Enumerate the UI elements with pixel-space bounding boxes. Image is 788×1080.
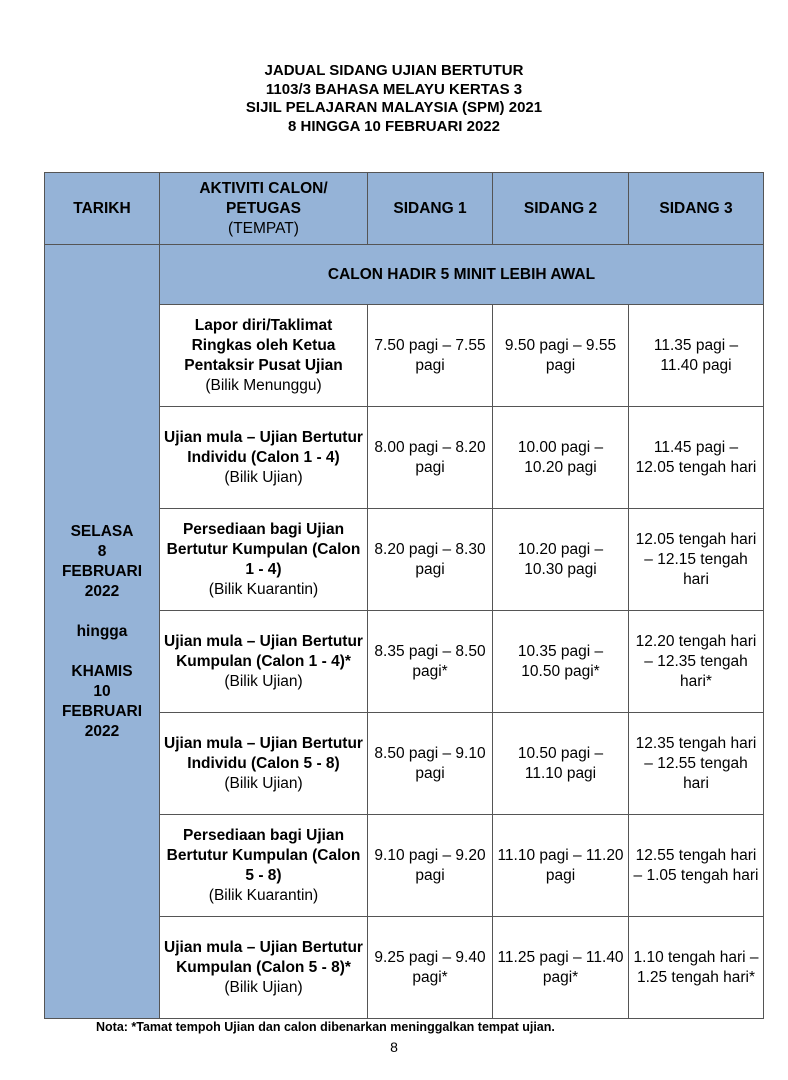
activity-text: Ujian mula – Ujian Bertutur Kumpulan (Calon 1 - 4)*: [164, 632, 363, 670]
place-text: (Bilik Ujian): [224, 672, 303, 690]
activity-cell: [160, 713, 368, 815]
sidang1-cell: 8.50 pagi – 9.10 pagi: [368, 713, 493, 815]
sidang3-cell: 12.05 tengah hari – 12.15 tengah hari: [629, 509, 764, 611]
header-aktiviti: [160, 173, 368, 245]
sidang3-cell: 12.35 tengah hari – 12.55 tengah hari: [629, 713, 764, 815]
banner-cell: CALON HADIR 5 MINIT LEBIH AWAL: [160, 245, 764, 305]
activity-cell: [160, 305, 368, 407]
sidang3-cell: 11.35 pagi – 11.40 pagi: [629, 305, 764, 407]
header-sidang-1: SIDANG 1: [368, 173, 493, 245]
sidang2-cell: 11.25 pagi – 11.40 pagi*: [493, 917, 629, 1019]
sidang1-cell: 8.35 pagi – 8.50 pagi*: [368, 611, 493, 713]
title-line-3: SIJIL PELAJARAN MALAYSIA (SPM) 2021: [245, 99, 543, 116]
header-sidang-3: SIDANG 3: [629, 173, 764, 245]
sidang1-cell: 7.50 pagi – 7.55 pagi: [368, 305, 493, 407]
place-text: (Bilik Ujian): [224, 978, 303, 996]
sidang3-cell: 11.45 pagi – 12.05 tengah hari: [629, 407, 764, 509]
sidang2-cell: 10.50 pagi – 11.10 pagi: [493, 713, 629, 815]
date-num-start: 8: [97, 542, 107, 560]
date-cell: [45, 245, 160, 1019]
activity-text: Ujian mula – Ujian Bertutur Individu (Calon 1 - 4): [164, 428, 363, 466]
sidang3-cell: 1.10 tengah hari – 1.25 tengah hari*: [629, 917, 764, 1019]
table-header-row: [45, 173, 764, 245]
activity-cell: [160, 611, 368, 713]
activity-text: Ujian mula – Ujian Bertutur Kumpulan (Calon 5 - 8)*: [164, 938, 363, 976]
date-month-start: FEBRUARI: [61, 562, 143, 580]
date-day-start: SELASA: [70, 522, 134, 540]
title-line-4: 8 HINGGA 10 FEBRUARI 2022: [287, 117, 500, 135]
title-line-1: JADUAL SIDANG UJIAN BERTUTUR: [264, 62, 524, 79]
place-text: (Bilik Menunggu): [205, 376, 322, 394]
sidang2-cell: 10.00 pagi – 10.20 pagi: [493, 407, 629, 509]
date-year-start: 2022: [84, 582, 120, 600]
sidang1-cell: 9.10 pagi – 9.20 pagi: [368, 815, 493, 917]
sidang1-cell: 9.25 pagi – 9.40 pagi*: [368, 917, 493, 1019]
header-tarikh: TARIKH: [45, 173, 160, 245]
activity-cell: [160, 815, 368, 917]
date-hingga: hingga: [76, 622, 128, 640]
document-title: [0, 62, 788, 136]
place-text: (Bilik Kuarantin): [208, 886, 319, 904]
sidang1-cell: 8.00 pagi – 8.20 pagi: [368, 407, 493, 509]
date-month-end: FEBRUARI: [61, 702, 143, 720]
footnote: Nota: *Tamat tempoh Ujian dan calon dibenarkan meninggalkan tempat ujian.: [96, 1020, 555, 1034]
date-num-end: 10: [93, 682, 111, 700]
header-tempat-label: (TEMPAT): [228, 219, 299, 237]
sidang2-cell: 11.10 pagi – 11.20 pagi: [493, 815, 629, 917]
place-text: (Bilik Kuarantin): [208, 580, 319, 598]
activity-cell: [160, 917, 368, 1019]
header-aktiviti-label: AKTIVITI CALON/ PETUGAS: [199, 179, 328, 217]
activity-text: Ujian mula – Ujian Bertutur Individu (Calon 5 - 8): [164, 734, 363, 772]
sidang3-cell: 12.20 tengah hari – 12.35 tengah hari*: [629, 611, 764, 713]
activity-text: Persediaan bagi Ujian Bertutur Kumpulan (Calon 1 - 4): [166, 520, 361, 578]
sidang2-cell: 9.50 pagi – 9.55 pagi: [493, 305, 629, 407]
date-year-end: 2022: [84, 722, 120, 740]
sidang2-cell: 10.35 pagi – 10.50 pagi*: [493, 611, 629, 713]
sidang2-cell: 10.20 pagi – 10.30 pagi: [493, 509, 629, 611]
banner-row: [45, 245, 764, 305]
activity-cell: [160, 407, 368, 509]
sidang3-cell: 12.55 tengah hari – 1.05 tengah hari: [629, 815, 764, 917]
activity-cell: [160, 509, 368, 611]
activity-text: Lapor diri/Taklimat Ringkas oleh Ketua Pentaksir Pusat Ujian: [184, 316, 343, 374]
page-number: 8: [390, 1039, 398, 1055]
place-text: (Bilik Ujian): [224, 468, 303, 486]
title-line-2: 1103/3 BAHASA MELAYU KERTAS 3: [265, 80, 523, 98]
place-text: (Bilik Ujian): [224, 774, 303, 792]
header-sidang-2: SIDANG 2: [493, 173, 629, 245]
schedule-table: [44, 172, 764, 1019]
sidang1-cell: 8.20 pagi – 8.30 pagi: [368, 509, 493, 611]
activity-text: Persediaan bagi Ujian Bertutur Kumpulan (Calon 5 - 8): [166, 826, 361, 884]
date-day-end: KHAMIS: [71, 662, 133, 680]
